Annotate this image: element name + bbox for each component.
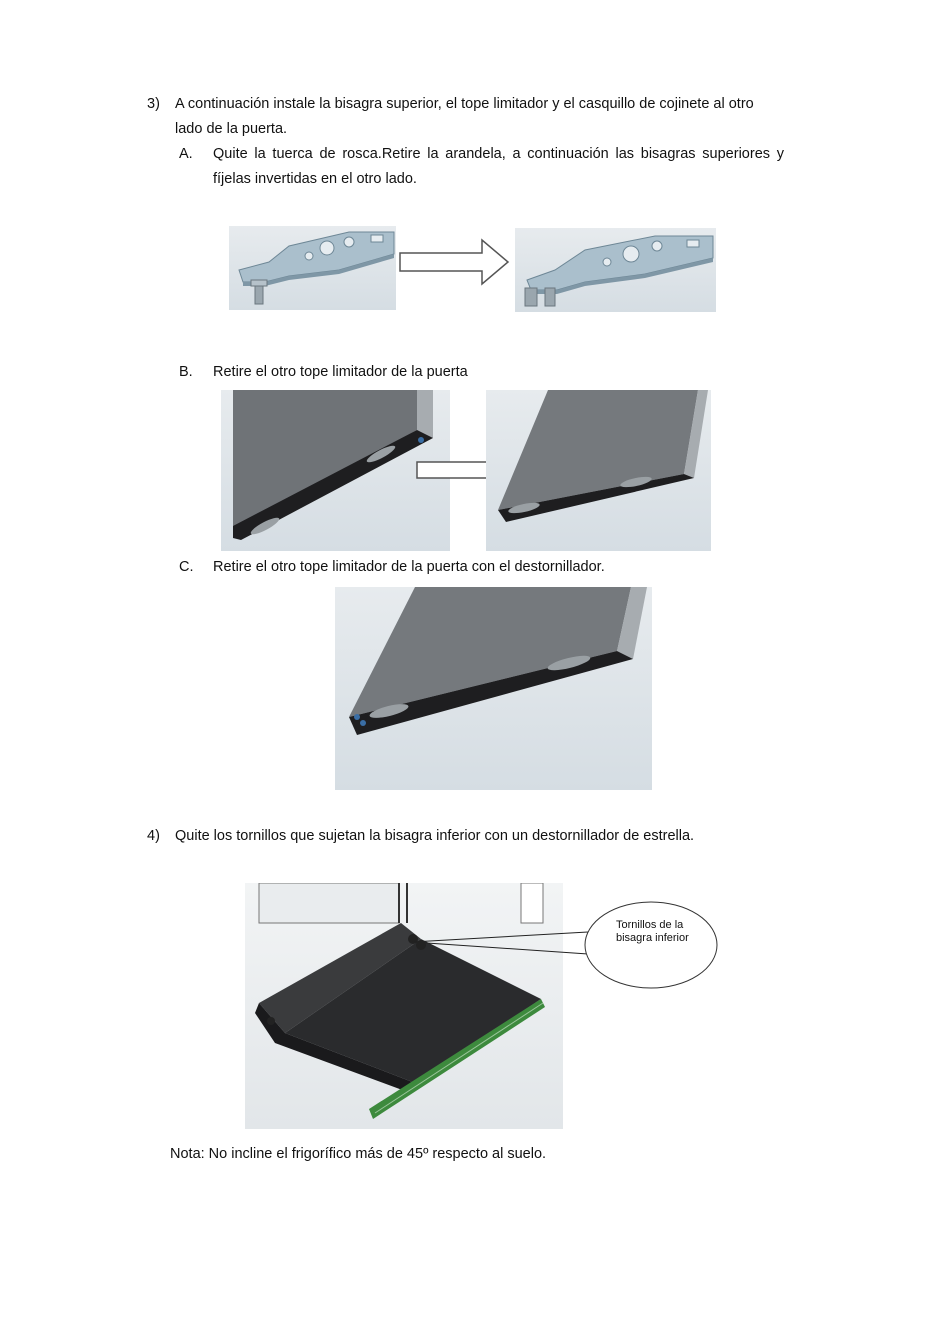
step-4-text: Quite los tornillos que sujetan la bisagra inferior con un destornillador de estrella.: [175, 828, 695, 844]
step-c-letter: C.: [179, 559, 194, 575]
door-screwdriver-image: [335, 587, 652, 790]
step-3-number: 3): [147, 96, 160, 112]
callout-bubble: [584, 901, 718, 989]
step-a-text: Quite la tuerca de rosca.Retire la arandela, a continuación las bisagras superiores y fíjelas invertidas en el otro lado.: [213, 146, 784, 187]
step-4-number: 4): [147, 828, 160, 844]
callout-pointer: [410, 920, 590, 960]
step-c-text: Retire el otro tope limitador de la puerta con el destornillador.: [213, 559, 605, 575]
step-b-letter: B.: [179, 364, 193, 380]
door-limiter-after-image: [486, 390, 711, 551]
note-text: Nota: No incline el frigorífico más de 45º respecto al suelo.: [170, 1146, 547, 1162]
arrow-right-icon: [398, 237, 512, 287]
step-a-letter: A.: [179, 146, 193, 162]
hinge-before-image: [229, 226, 396, 310]
hinge-after-image: [515, 228, 716, 312]
step-b-text: Retire el otro tope limitador de la puerta: [213, 364, 468, 380]
callout-label-line2: bisagra inferior: [616, 932, 689, 944]
step-3-text: A continuación instale la bisagra superior, el tope limitador y el casquillo de cojinete al otro lado de la puerta.: [175, 96, 754, 137]
callout-label-line1: Tornillos de la: [616, 919, 684, 931]
